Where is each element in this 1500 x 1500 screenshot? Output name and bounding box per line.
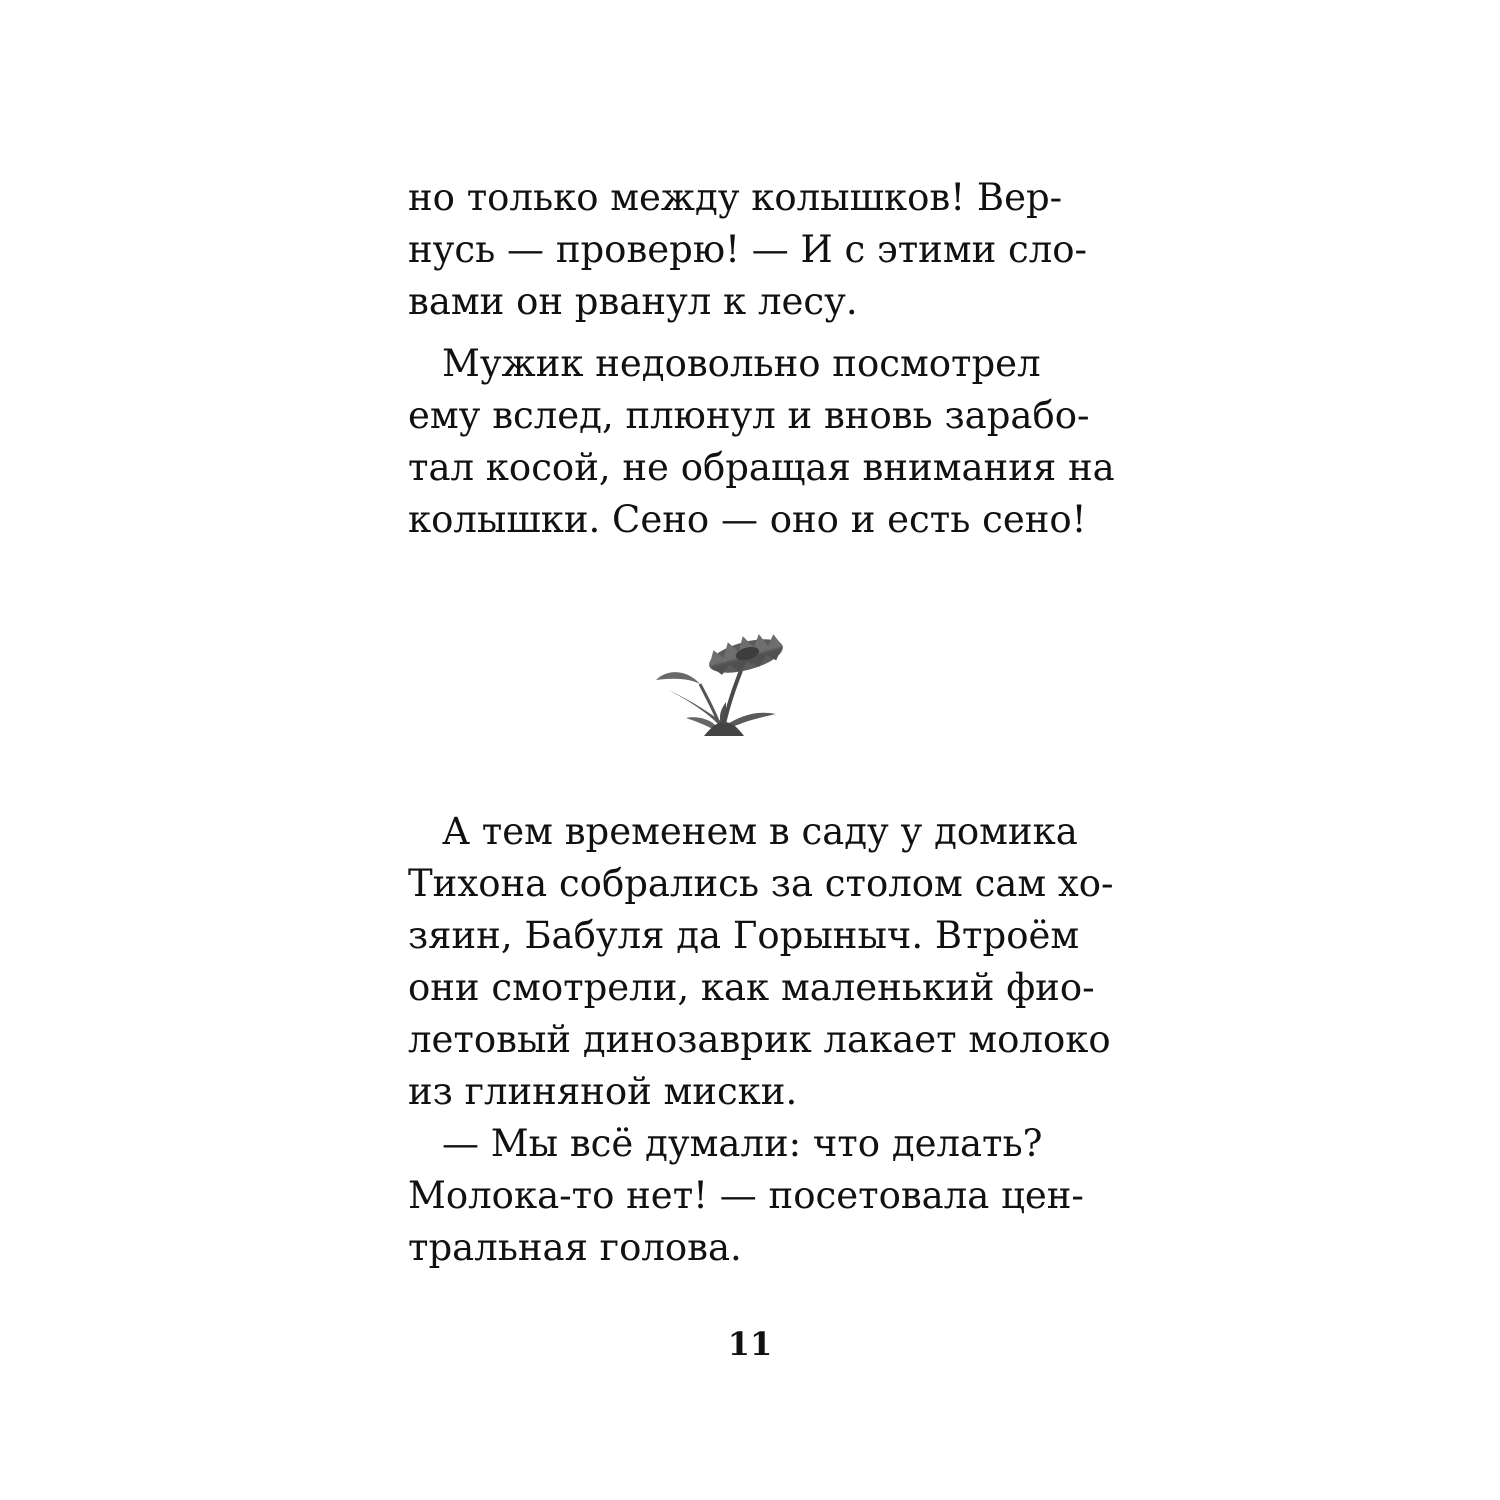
text-block-bottom (408, 806, 1114, 1274)
text-line: но только между колышков! Вер- (408, 176, 1063, 219)
text-line: вами он рванул к лесу. (408, 280, 858, 323)
paragraph-gap (408, 328, 1036, 338)
text-line: тральная голова. (408, 1226, 742, 1269)
text-line: Молока-то нет! — посетовала цен- (408, 1174, 1084, 1217)
text-line: А тем временем в саду у домика (442, 810, 1078, 853)
page-number: 11 (727, 1325, 773, 1363)
text-block-top (408, 172, 1115, 546)
text-line: летовый динозаврик лакает молоко (408, 1018, 1111, 1061)
text-line: из глиняной миски. (408, 1070, 798, 1113)
text-line: Тихона собрались за столом сам хо- (408, 862, 1114, 905)
text-line: колышки. Сено — оно и есть сено! (408, 498, 1087, 541)
text-line: они смотрели, как маленький фио- (408, 966, 1095, 1009)
flower-icon (648, 618, 798, 748)
text-line: зяин, Бабуля да Горыныч. Втроём (408, 914, 1080, 957)
text-line: ему вслед, плюнул и вновь зарабо- (408, 394, 1090, 437)
text-line: — Мы всё думали: что делать? (442, 1122, 1043, 1165)
text-line: тал косой, не обращая внимания на (408, 446, 1115, 489)
text-line: нусь — проверю! — И с этими сло- (408, 228, 1088, 271)
text-line: Мужик недовольно посмотрел (442, 342, 1041, 385)
